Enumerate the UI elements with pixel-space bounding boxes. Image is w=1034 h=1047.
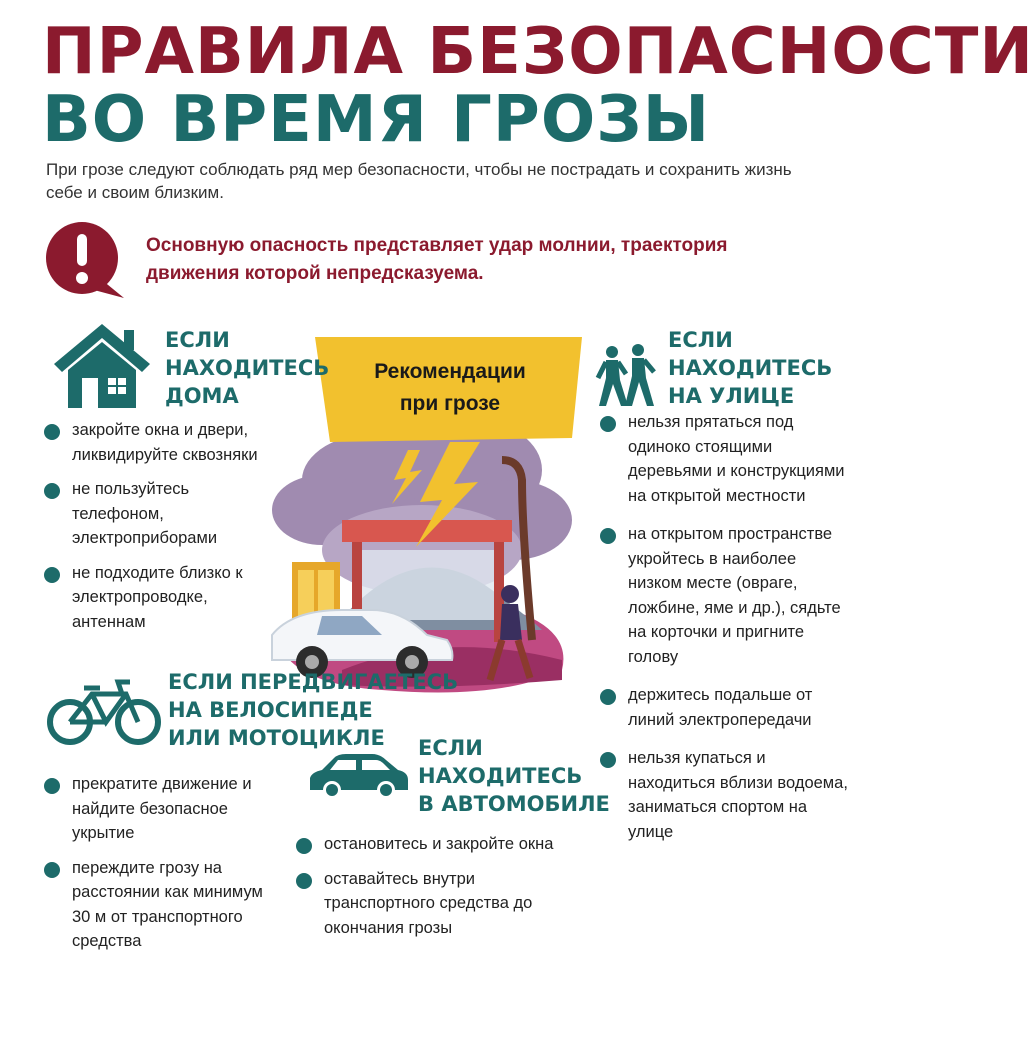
car-list <box>296 832 556 950</box>
car-title-line: В АВТОМОБИЛЕ <box>418 792 610 816</box>
list-item: на открытом пространстве укройтесь в наиболее низком месте (овраге, ложбине, яме и др.), сядьте на корточки и пригните голову <box>600 522 850 669</box>
car-title <box>418 734 610 818</box>
street-title <box>668 326 832 410</box>
recommendations-title-line2: при грозе <box>399 392 501 415</box>
bike-title-line: ИЛИ МОТОЦИКЛЕ <box>168 726 385 750</box>
walking-people-icon <box>594 344 660 408</box>
warning-text: Основную опасность представляет удар молнии, траектория движения которой непредсказуема. <box>146 235 728 284</box>
home-title-line: НАХОДИТЕСЬ <box>165 356 330 380</box>
bike-title <box>168 668 458 752</box>
bicycle-icon <box>46 678 162 748</box>
car-title-line: ЕСЛИ <box>418 736 483 760</box>
list-item: оставайтесь внутри транспортного средства до окончания грозы <box>296 867 556 941</box>
intro-text: При грозе следуют соблюдать ряд мер безопасности, чтобы не пострадать и сохранить жизнь себе и своим близким. <box>46 160 792 202</box>
list-item: закройте окна и двери, ликвидируйте сквозняки <box>44 418 274 467</box>
list-item: переждите грозу на расстоянии как минимум 30 м от транспортного средства <box>44 856 274 954</box>
car-title-line: НАХОДИТЕСЬ <box>418 764 583 788</box>
list-item: не пользуйтесь телефоном, электроприборами <box>44 477 274 551</box>
page-title-line2: ВО ВРЕМЯ ГРОЗЫ <box>42 83 710 157</box>
list-item: нельзя прятаться под одиноко стоящими деревьями и конструкциями на открытой местности <box>600 410 850 508</box>
recommendations-title-line1: Рекомендации <box>374 360 526 383</box>
list-item: прекратите движение и найдите безопасное укрытие <box>44 772 274 846</box>
bike-title-line: ЕСЛИ ПЕРЕДВИГАЕТЕСЬ <box>168 670 459 694</box>
home-list <box>44 418 274 644</box>
street-title-line: ЕСЛИ <box>668 328 733 352</box>
bike-title-line: НА ВЕЛОСИПЕДЕ <box>168 698 373 722</box>
street-title-line: НАХОДИТЕСЬ <box>668 356 833 380</box>
home-title-line: ДОМА <box>165 384 239 408</box>
exclamation-icon <box>42 220 132 300</box>
home-title-line: ЕСЛИ <box>165 328 230 352</box>
page-title-line1: ПРАВИЛА БЕЗОПАСНОСТИ <box>42 15 1034 89</box>
list-item: не подходите близко к электропроводке, антеннам <box>44 561 274 635</box>
list-item: держитесь подальше от линий электропередачи <box>600 683 850 732</box>
recommendations-title <box>330 356 570 420</box>
list-item: нельзя купаться и находиться вблизи водоема, заниматься спортом на улице <box>600 746 850 844</box>
list-item: остановитесь и закройте окна <box>296 832 556 857</box>
home-title <box>165 326 329 410</box>
street-list <box>600 410 850 854</box>
car-icon <box>306 752 412 800</box>
house-icon <box>52 322 152 410</box>
street-title-line: НА УЛИЦЕ <box>668 384 795 408</box>
bike-list <box>44 772 274 964</box>
